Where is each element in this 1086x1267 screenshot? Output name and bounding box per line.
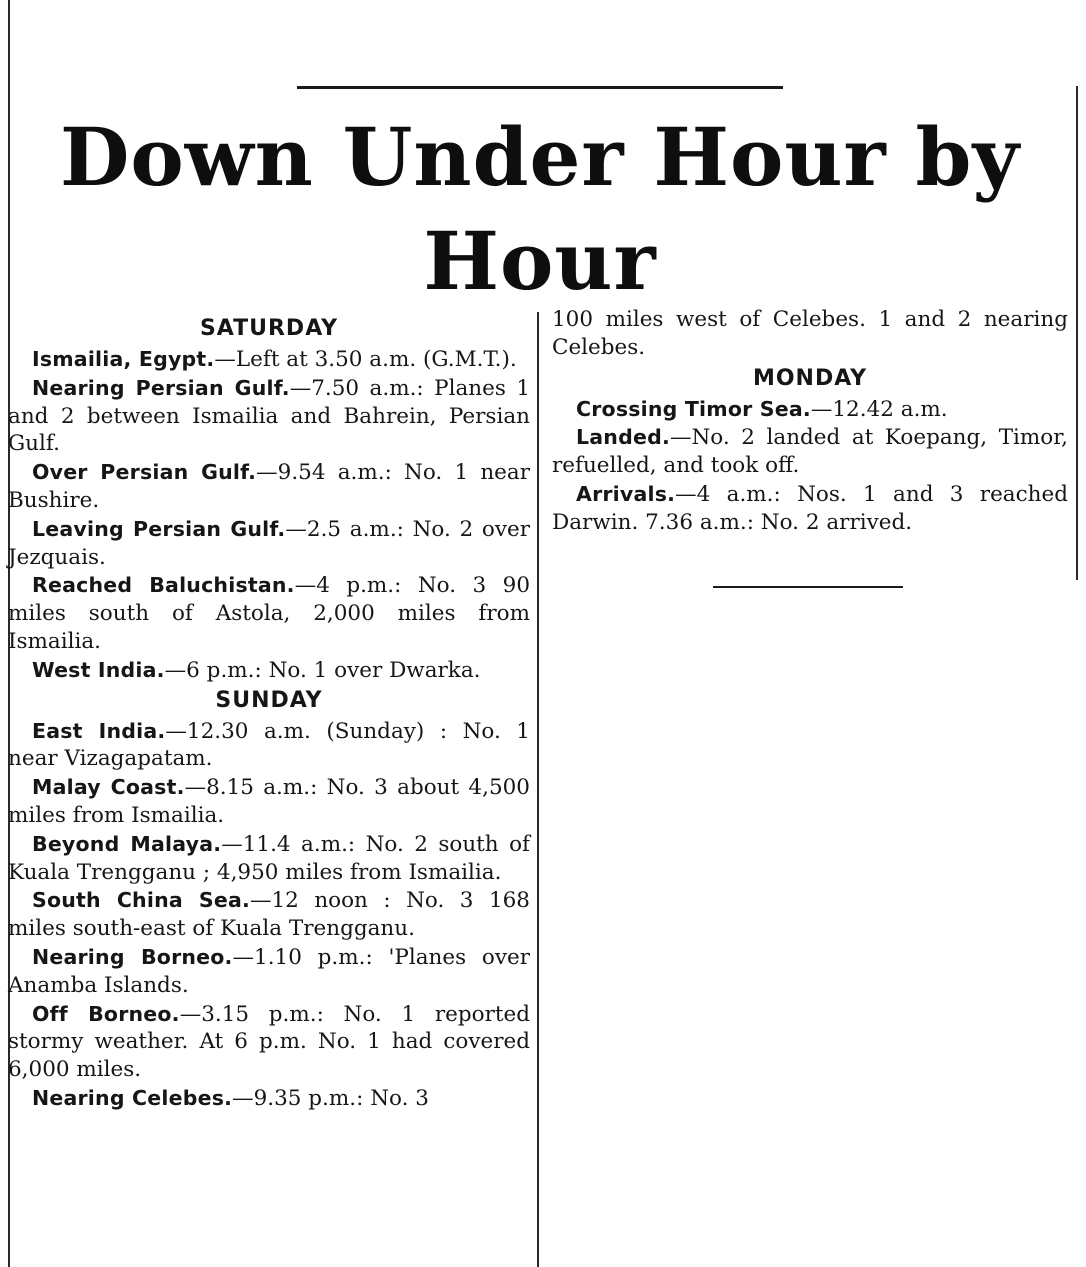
entry-reached-baluchistan: [8, 572, 530, 655]
entry-body: —No. 2 landed at Koepang, Timor, refuelled, and took off.: [552, 425, 1068, 479]
entry-body: —3.15 p.m.: No. 1 reported stormy weather. At 6 p.m. No. 1 had covered 6,000 miles.: [8, 1001, 530, 1083]
entry-head: Over Persian Gulf.: [32, 460, 257, 485]
entry-head: Nearing Celebes.: [32, 1085, 233, 1110]
clipping-right-edge: [1076, 86, 1078, 580]
continuation-text: 100 miles west of Celebes. 1 and 2 nearing Celebes.: [552, 307, 1068, 360]
entry-body: —9.35 p.m.: No. 3: [232, 1085, 429, 1111]
entry-nearing-borneo: [8, 944, 530, 1000]
day-heading-saturday: SATURDAY: [199, 316, 339, 341]
entry-body: —4 a.m.: Nos. 1 and 3 reached Darwin. 7.36 a.m.: No. 2 arrived.: [552, 481, 1068, 535]
entry-leaving-persian-gulf: [8, 516, 530, 572]
entry-body: —6 p.m.: No. 1 over Dwarka.: [164, 657, 481, 683]
entry-body: —2.5 a.m.: No. 2 over Jezquais.: [8, 516, 530, 570]
entry-east-india: [8, 718, 530, 774]
end-rule: [713, 586, 903, 588]
entry-body: —12 noon : No. 3 168 miles south-east of Kuala Trengganu.: [8, 888, 530, 942]
entry-landed: [552, 424, 1068, 480]
entry-body: —11.4 a.m.: No. 2 south of Kuala Trengganu ; 4,950 miles from Ismailia.: [8, 831, 530, 885]
entry-west-india: [8, 657, 530, 685]
entry-head: Nearing Persian Gulf.: [32, 375, 290, 400]
headline: Down Under Hour by Hour: [60, 110, 1020, 308]
entry-nearing-persian-gulf: [8, 375, 530, 458]
entry-south-china-sea: [8, 887, 530, 943]
entry-body: —Left at 3.50 a.m. (G.M.T.).: [214, 347, 517, 372]
headline-top-rule: [297, 86, 783, 89]
entry-body: —1.10 p.m.: 'Planes over Anamba Islands.: [8, 944, 531, 998]
right-column: [552, 306, 1068, 538]
entry-head: Nearing Borneo.: [32, 944, 233, 969]
column-rule: [537, 312, 539, 1267]
entry-body: —8.15 a.m.: No. 3 about 4,500 miles from Ismailia.: [8, 775, 530, 828]
left-column: [8, 314, 530, 1114]
entry-body: —12.42 a.m.: [810, 396, 948, 422]
entry-nearing-celebes: [8, 1085, 530, 1113]
entry-malay-coast: [8, 774, 530, 830]
entry-head: Beyond Malaya.: [32, 831, 222, 856]
entry-head: Off Borneo.: [32, 1001, 180, 1026]
day-heading-sunday: SUNDAY: [215, 687, 323, 713]
entry-body: —7.50 a.m.: Planes 1 and 2 between Ismailia and Bahrein, Persian Gulf.: [8, 375, 530, 457]
entry-ismailia: [8, 346, 530, 374]
entry-head: Leaving Persian Gulf.: [32, 516, 286, 541]
entry-head: South China Sea.: [32, 888, 250, 913]
entry-body: —4 p.m.: No. 3 90 miles south of Astola, 2,000 miles from Ismailia.: [8, 573, 531, 654]
entry-beyond-malaya: [8, 831, 530, 887]
entry-head: East India.: [32, 718, 166, 743]
entry-body: —12.30 a.m. (Sunday) : No. 1 near Vizagapatam.: [8, 718, 530, 772]
entry-head: Arrivals.: [576, 481, 676, 506]
entry-head: Ismailia, Egypt.: [32, 347, 215, 371]
entry-head: Landed.: [576, 425, 670, 450]
entry-arrivals: [552, 481, 1068, 537]
entry-head: Malay Coast.: [32, 775, 185, 800]
entry-head: Reached Baluchistan.: [32, 573, 295, 598]
entry-head: West India.: [32, 657, 165, 682]
entry-body: —9.54 a.m.: No. 1 near Bushire.: [8, 460, 530, 513]
entry-over-persian-gulf: [8, 459, 530, 515]
day-heading-monday: MONDAY: [752, 365, 868, 391]
entry-head: Crossing Timor Sea.: [576, 396, 811, 421]
entry-off-borneo: [8, 1001, 530, 1084]
entry-crossing-timor-sea: [552, 396, 1068, 424]
